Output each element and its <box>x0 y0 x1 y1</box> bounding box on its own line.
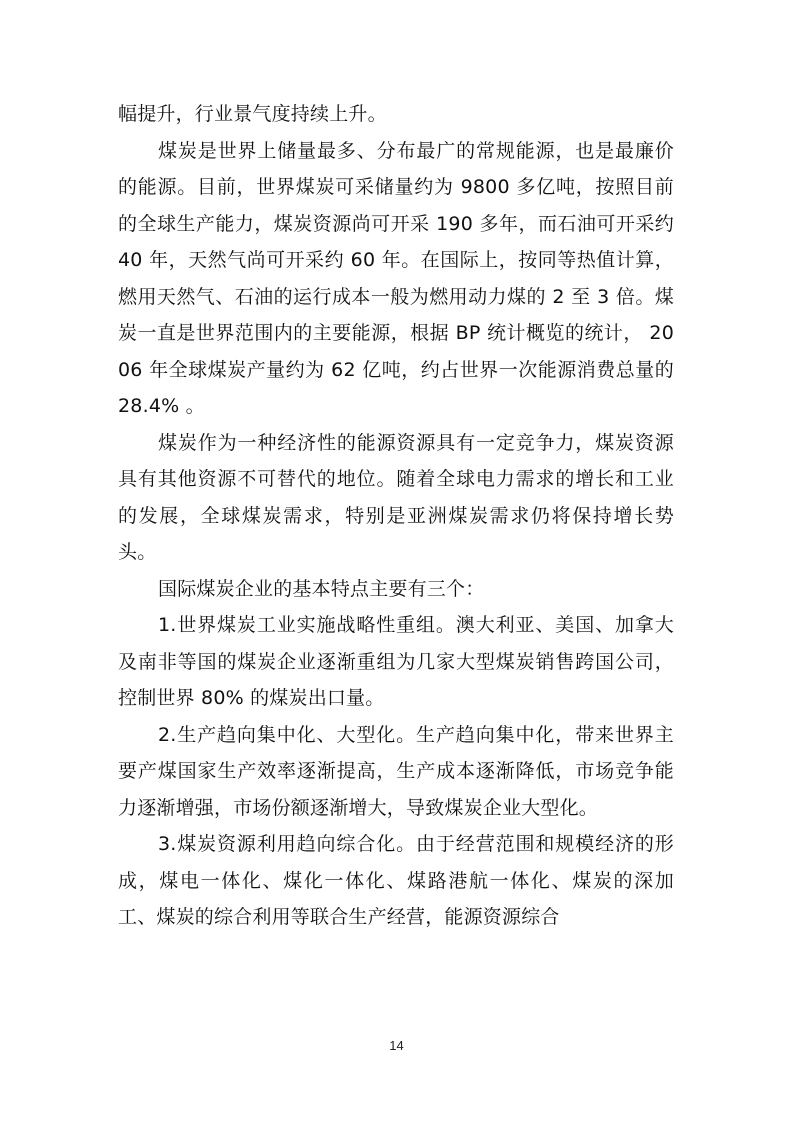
paragraph-feature-3: 3.煤炭资源利用趋向综合化。由于经营范围和规模经济的形成，煤电一体化、煤化一体化、煤路港航一体化、煤炭的深加工、煤炭的综合利用等联合生产经营，能源资源综合 <box>118 833 674 928</box>
page-number: 14 <box>389 1038 404 1053</box>
paragraph-feature-1: 1.世界煤炭工业实施战略性重组。澳大利亚、美国、加拿大及南非等国的煤炭企业逐渐重组为几家大型煤炭销售跨国公司，控制世界 80% 的煤炭出口量。 <box>118 614 674 709</box>
paragraph-coal-competitiveness: 煤炭作为一种经济性的能源资源具有一定竞争力，煤炭资源具有其他资源不可替代的地位。随着全球电力需求的增长和工业的发展，全球煤炭需求，特别是亚洲煤炭需求仍将保持增长势头。 <box>118 431 674 563</box>
body-text <box>118 96 674 936</box>
paragraph-coal-reserves: 煤炭是世界上储量最多、分布最广的常规能源，也是最廉价的能源。目前，世界煤炭可采储量约为 9800 多亿吨，按照目前的全球生产能力，煤炭资源尚可开采 190 多年，而石油可开采约 40 年，天然气尚可开采约 60 年。在国际上，按同等热值计算，燃用天然气、石油的运行成本一般为燃用动力煤的 2 至 3 倍。煤炭一直是世界范围内的主要能源，根据 BP 统计概览的统计， 2006 年全球煤炭产量约为 62 亿吨，约占世界一次能源消费总量的 28.4% 。 <box>118 139 674 417</box>
paragraph-continuation: 幅提升，行业景气度持续上升。 <box>118 103 387 125</box>
paragraph-features-intro: 国际煤炭企业的基本特点主要有三个： <box>158 577 485 600</box>
paragraph-feature-2: 2.生产趋向集中化、大型化。生产趋向集中化，带来世界主要产煤国家生产效率逐渐提高，生产成本逐渐降低，市场竞争能力逐渐增强，市场份额逐渐增大，导致煤炭企业大型化。 <box>118 723 674 819</box>
